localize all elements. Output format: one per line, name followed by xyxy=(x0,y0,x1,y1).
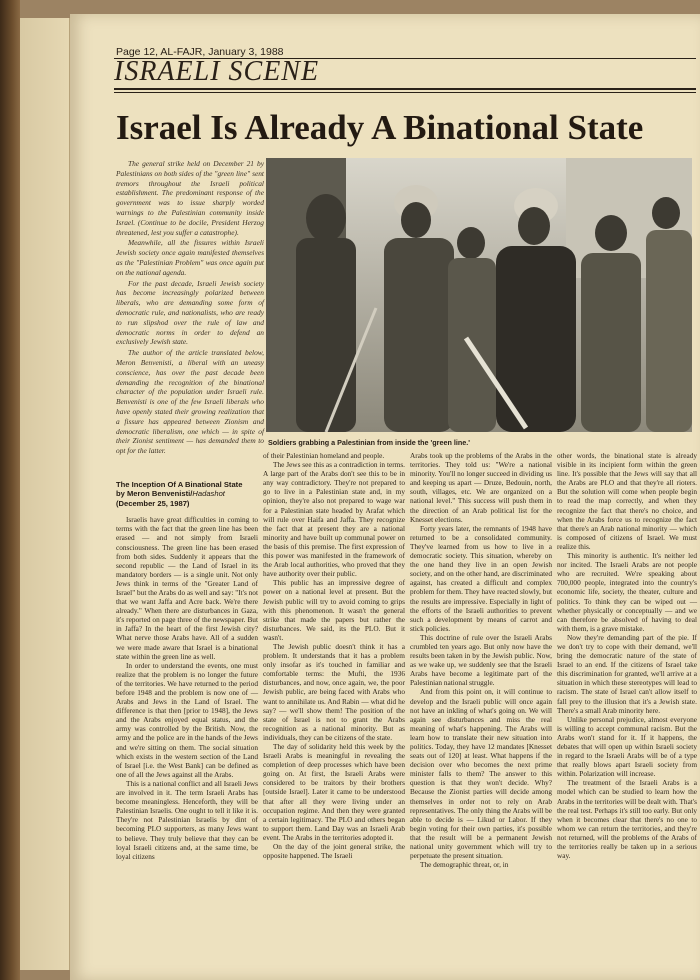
intro-paragraph: The general strike held on December 21 by Palestinians on both sides of the "green line" sent tremors throughout the Israeli political establishment. The predominant response of the government was to issue sharply worded warnings to the Palestinian community inside Israel. (Continue to be docile, President Herzog threatened, lest you suffer a catastrophe). xyxy=(116,159,264,237)
body-paragraph: other words, the binational state is already visible in its incipient form within the green line. It's possible that the Jews will say that all the Arabs are PLO and that they're all rioters. But the solution will come when people begin to read the map correctly, and when they recognize the fact that there's no choice, and when the Arabs force us to recognize the fact that there's an Arab national minority — which is composed of citizens of Israel. We must realize this. xyxy=(557,451,697,551)
news-photo-image xyxy=(266,158,692,432)
article-column-2 xyxy=(263,451,405,860)
body-paragraph: Arabs took up the problems of the Arabs in the territories. They told us: "We're a national minority. You'll no longer succeed in dividing us and keeping us apart — Druze, Bedouin, north, south, villages, etc. We are organized on a national level." This success will push them in the direction of an Arab political list for the Knesset elections. xyxy=(410,451,552,524)
body-paragraph: This public has an impressive degree of power on a national level at present. But the Jewish public will try to avoid coming to grips with this phenomenon. It wasn't the general strike that made the papers but rather the disturbances. We said, its the PLO. But it wasn't. xyxy=(263,578,405,642)
news-photo xyxy=(266,158,692,432)
subhead-title: The Inception Of A Binational State xyxy=(116,480,243,489)
section-title: ISRAELI SCENE xyxy=(114,56,320,87)
photo-caption: Soldiers grabbing a Palestinian from inside the 'green line.' xyxy=(268,438,470,447)
body-paragraph: The treatment of the Israeli Arabs is a model which can be studied to learn how the Arabs in the territories will be dealt with. That's the real test. Perhaps it's still too early. But only when it becomes clear that there's no one to whom we can return the territories, and they're not returned, will the problems of the Arabs of the territories really be taken up in a serious way. xyxy=(557,778,697,861)
body-paragraph: This is a national conflict and all Israeli Jews are involved in it. The term Israeli Arabs has become meaningless. Henceforth, they will be Palestinian Israelis. One ought to tell it like it is. They're not Palestinian Israelis by dint of becoming PLO supporters, as many Jews want to believe. They truly believe that they can be loyal Israeli citizens and, at the same time, be loyal citizens xyxy=(116,778,258,861)
intro-paragraph: For the past decade, Israeli Jewish society has become increasingly polarized between liberals, who are demanding some form of democratic rule, and nationalists, who are ready to run slipshod over the rule of law and democratic norms in order to defend an exclusively Jewish state. xyxy=(116,278,264,347)
body-paragraph: of their Palestinian homeland and people. xyxy=(263,451,385,460)
body-paragraph: Forty years later, the remnants of 1948 have returned to be a consolidated community. They've learned from us how to live in a democratic society. This situation, whereby on the one hand they live in an open Jewish society, and on the other hand, are discriminated against, has created a difficult and complex problem for them. They have reacted slowly, but the results are impressive. Especially in light of the efforts of the Israeli authorities to prevent such a development by means of carrot and stick policies. xyxy=(410,523,552,633)
page-header: Page 12, AL-FAJR, January 3, 1988 xyxy=(116,46,284,58)
body-paragraph: Israelis have great difficulties in coming to terms with the fact that the green line has been erased — and not simply from Israeli consciousness. The green line has been erased from both sides. Suddenly it appears that the second republic — the Land of Israel in its mandatory borders — is a single unit. Not only Jews think in terms of the "Greater Land of Israel" but the Arabs do as well and say: "It's not that we want Jaffa and Acre back. We're there already." When there are disturbances in Gaza, it's reported on page three of the newspaper. But in Jaffa? In the heart of the first Jewish city? What nerve those Arabs have. All of a sudden we were made aware that Israel is a binational state within the green line as well. xyxy=(116,515,258,661)
subhead-byline xyxy=(116,489,258,498)
body-paragraph: The demographic threat, or, in xyxy=(420,860,509,870)
body-paragraph: The Jews see this as a contradiction in terms. A large part of the Arabs don't see this to be in any way contradictory. They're not prepared to go to live in a Palestinian state and, in my opinion, they're also not prepared to wage war for a Palestinian state headed by Arafat which will rule over Haifa and Jaffa. They recognize the fact that at present they are a national minority and have built up communal power on the basis of this premise. The first expression of this power was manifested in the framework of the Arab local authorities, who proved that they have authority over their public. xyxy=(263,460,405,579)
intro-paragraph: Meanwhile, all the fissures within Israeli Jewish society once again manifested themselves as the "Palestinian Problem" was once again put on the national agenda. xyxy=(116,238,264,277)
body-paragraph: This minority is authentic. It's neither led nor incited. The Israeli Arabs are not people who are recruited. We're speaking about 700,000 people, integrated into the country's economic life, society, the theater, culture and politics. To think they can be wiped out — whether physically or conceptually — and we can therefore be absolved of having to deal with them, is a grave mistake. xyxy=(557,551,697,633)
headline: Israel Is Already A Binational State xyxy=(116,108,644,147)
article-column-4 xyxy=(557,451,697,860)
body-paragraph: This doctrine of rule over the Israeli Arabs crumbled ten years ago. But only now have the results been taken in by the Jewish public. Now, as we wake up, we suddenly see that the Israeli Arabs have become a legitimate part of the Palestinian national struggle. xyxy=(410,632,552,688)
article-column-3 xyxy=(410,451,552,869)
subhead-author: by Meron Benvenisti/ xyxy=(116,489,193,499)
body-paragraph: And from this point on, it will continue to develop and the Israeli public will once again not have an inkling of what's going on. We will again see disturbances and miss the real meaning of what's happening. The Arabs will learn how to translate their new situation into politics. Today, they have 12 mandates [Knesset seats out of 120] at least. What happens if the decision over who becomes the next prime minister falls to them? The answer to this question is that they won't decide. Why? Because the Zionist parties will decide among themselves in order not to rely on Arab representatives. The only thing the Arabs will be able to decide is — Likud or Labor. If they begin voting for their own parties, it's possible that the result will be a permanent Jewish national unity government which will try to perpetuate the present situation. xyxy=(410,687,552,861)
intro-paragraph: The author of the article translated below, Meron Benvenisti, a liberal with an uneasy conscience, has over the past decade been demanding the recognition of the binational character of the population under Israeli rule. Benvenisti is one of the few Israeli liberals who have openly stated their growing realization that a fissure has appeared between Zionism and democratic liberalism, one which — in spite of their Zionist sentiment — has demanded them to opt for the latter. xyxy=(116,348,264,456)
article-column-1 xyxy=(116,480,258,861)
subhead-source: Hadashot xyxy=(192,489,225,499)
body-paragraph: The Jewish public doesn't think it has a problem. It understands that it has a problem only insofar as it's touched in familiar and comfortable terms: the Mufti, the 1936 disturbances, and now, once again, we, the poor Jewish public, are being faced with Arabs who want to annihilate us. And Rabin — what did he say? — we'll show them! The position of the state of Israel is not to grant the Arabs recognition as a national minority. But as individuals, they can be citizens of the state. xyxy=(263,641,405,742)
newspaper-page xyxy=(70,14,700,980)
body-paragraph: On the day of the joint general strike, the opposite happened. The Israeli xyxy=(263,842,405,861)
section-rule-thin xyxy=(114,92,696,93)
body-paragraph: Unlike personal prejudice, almost everyone is willing to accept communal racism. But the Arabs won't stand for it. If it happens, the debates that will open up within Israeli society in regard to the Israeli Arabs will be of a type that really blows apart Israeli society from within. Polarization will increase. xyxy=(557,714,697,779)
book-spine xyxy=(0,0,20,980)
section-rule xyxy=(114,88,696,90)
article-subhead xyxy=(116,480,258,508)
body-paragraph: In order to understand the events, one must realize that the problem is no longer the future of the territories. We have returned to the period before 1948 and the problem is now one of — Arabs and Jews in the Land of Israel. The difference is that then [prior to 1948], the Jews and the Arabs enjoyed equal status, and the army was controlled by the British. Now, the army and the police are in the hands of the Jews and we're sitting on them. The social situation which exists in the western section of the Land of Israel [i.e. the West Bank] can be defined as one of all the Jews against all the Arabs. xyxy=(116,660,258,779)
subhead-date: (December 25, 1987) xyxy=(116,498,190,508)
intro-text xyxy=(116,159,264,457)
facing-page-edge xyxy=(20,18,70,970)
body-paragraph: The day of solidarity held this week by the Israeli Arabs is meaningful in revealing the completion of deep processes which have been going on. At first, the Israeli Arabs were considered to be traitors by their brothers [outside Israel]. Later it came to be understood that after all they were living under an occupation regime. And then they were granted a certain legitimacy. The PLO and others began to support them. Land Day was an Israeli Arab event. The Arabs in the territories adopted it. xyxy=(263,742,405,842)
body-paragraph: Now they're demanding part of the pie. If we don't try to cope with their demand, we'll bring the democratic nature of the state of Israel to an end. If the citizens of Israel take this discrimination for granted, we'll arrive at a situation in which these stereotypes will lead to racism. The state of Israel can't allow itself to fall prey to the illusion that it's a Jewish state. There's a small Arab minority here. xyxy=(557,632,697,715)
